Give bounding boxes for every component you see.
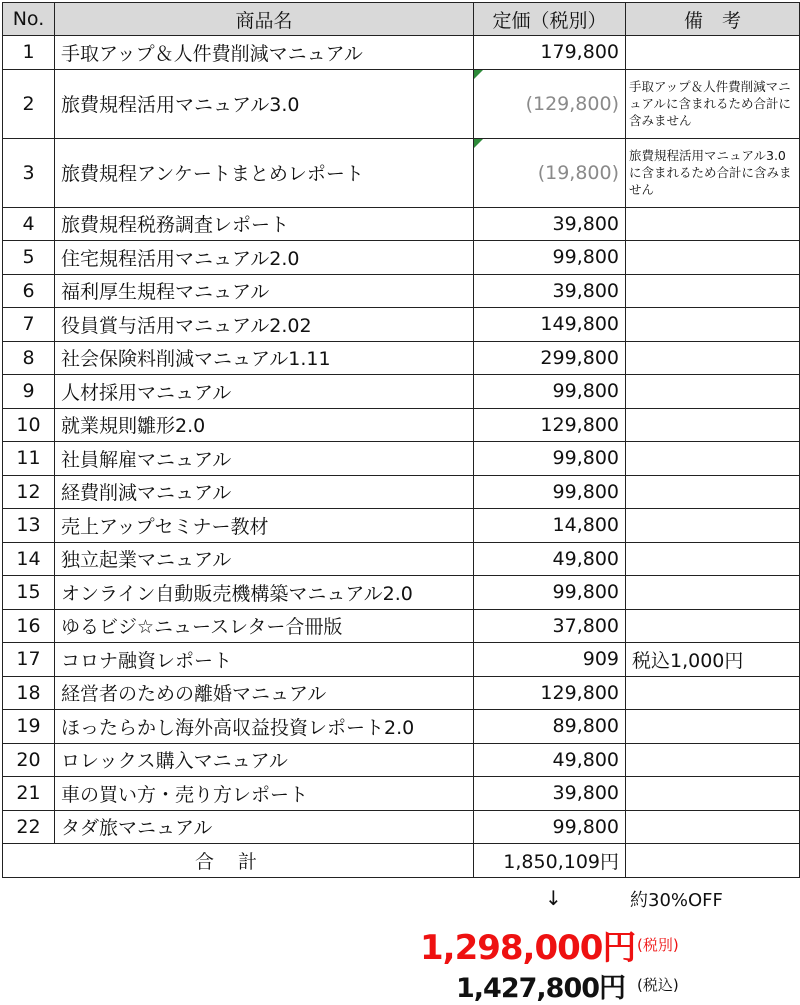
total-row [3, 844, 800, 878]
table-row [3, 138, 800, 207]
table-row [3, 375, 800, 409]
table-row [3, 777, 800, 811]
tax-included-label: (税込) [637, 976, 679, 994]
tax-excluded-label: (税別) [637, 936, 679, 954]
table-header-row [3, 3, 800, 36]
table-row [3, 509, 800, 543]
table-row [3, 408, 800, 442]
table-body [3, 36, 800, 844]
product-name: 売上アップセミナー教材 [55, 509, 474, 543]
table-row [3, 207, 800, 241]
remarks [626, 308, 800, 342]
remarks: 手取アップ＆人件費削減マニュアルに含まれるため合計に含みません [626, 69, 800, 138]
row-number: 6 [3, 274, 55, 308]
remarks [626, 408, 800, 442]
product-name: 経営者のための離婚マニュアル [55, 676, 474, 710]
remarks [626, 341, 800, 375]
remarks [626, 442, 800, 476]
table-row [3, 69, 800, 138]
row-number: 2 [3, 69, 55, 138]
list-price: (19,800) [474, 138, 626, 207]
list-price: 299,800 [474, 341, 626, 375]
table-row [3, 36, 800, 70]
row-number: 21 [3, 777, 55, 811]
remarks [626, 576, 800, 610]
product-name: 社員解雇マニュアル [55, 442, 474, 476]
list-price: 49,800 [474, 743, 626, 777]
row-number: 11 [3, 442, 55, 476]
list-price: 99,800 [474, 475, 626, 509]
list-price: 179,800 [474, 36, 626, 70]
row-number: 12 [3, 475, 55, 509]
table-row [3, 475, 800, 509]
table-row [3, 576, 800, 610]
table-row [3, 274, 800, 308]
list-price: 39,800 [474, 207, 626, 241]
down-arrow-icon: ↓ [545, 886, 562, 910]
product-name: ほったらかし海外高収益投資レポート2.0 [55, 710, 474, 744]
product-name: 旅費規程活用マニュアル3.0 [55, 69, 474, 138]
row-number: 7 [3, 308, 55, 342]
row-number: 15 [3, 576, 55, 610]
row-number: 5 [3, 241, 55, 275]
remarks: 旅費規程活用マニュアル3.0に含まれるため合計に含みません [626, 138, 800, 207]
row-number: 9 [3, 375, 55, 409]
total-value: 1,850,109円 [474, 844, 626, 878]
total-note-cell [626, 844, 800, 878]
row-number: 4 [3, 207, 55, 241]
header-no: No. [3, 3, 55, 36]
remarks [626, 509, 800, 543]
remarks [626, 710, 800, 744]
list-price: 89,800 [474, 710, 626, 744]
list-price: 149,800 [474, 308, 626, 342]
row-number: 14 [3, 542, 55, 576]
table-row [3, 308, 800, 342]
list-price: 37,800 [474, 609, 626, 643]
product-name: オンライン自動販売機構築マニュアル2.0 [55, 576, 474, 610]
row-number: 19 [3, 710, 55, 744]
header-product-name: 商品名 [55, 3, 474, 36]
table-row [3, 241, 800, 275]
product-name: コロナ融資レポート [55, 643, 474, 677]
row-number: 13 [3, 509, 55, 543]
table-row [3, 810, 800, 844]
row-number: 1 [3, 36, 55, 70]
product-name: 人材採用マニュアル [55, 375, 474, 409]
product-price-table [2, 2, 800, 878]
remarks [626, 375, 800, 409]
product-name: 住宅規程活用マニュアル2.0 [55, 241, 474, 275]
product-name: タダ旅マニュアル [55, 810, 474, 844]
header-list-price: 定価（税別） [474, 3, 626, 36]
total-label: 合計 [3, 844, 474, 878]
table-row [3, 442, 800, 476]
list-price: 99,800 [474, 442, 626, 476]
product-name: 役員賞与活用マニュアル2.02 [55, 308, 474, 342]
offer-price-including-tax: 1,427,800円 [456, 973, 626, 1004]
table-row [3, 643, 800, 677]
remarks [626, 777, 800, 811]
table-row [3, 609, 800, 643]
product-name: 福利厚生規程マニュアル [55, 274, 474, 308]
row-number: 10 [3, 408, 55, 442]
remarks [626, 274, 800, 308]
product-name: 独立起業マニュアル [55, 542, 474, 576]
remarks [626, 676, 800, 710]
remarks: 税込1,000円 [626, 643, 800, 677]
row-number: 3 [3, 138, 55, 207]
product-name: 手取アップ＆人件費削減マニュアル [55, 36, 474, 70]
list-price: (129,800) [474, 69, 626, 138]
list-price: 909 [474, 643, 626, 677]
row-number: 18 [3, 676, 55, 710]
table-row [3, 676, 800, 710]
offer-price-excluding-tax: 1,298,000円 [420, 928, 636, 968]
product-name: 社会保険料削減マニュアル1.11 [55, 341, 474, 375]
product-name: 車の買い方・売り方レポート [55, 777, 474, 811]
remarks [626, 743, 800, 777]
row-number: 22 [3, 810, 55, 844]
list-price: 99,800 [474, 576, 626, 610]
list-price: 14,800 [474, 509, 626, 543]
table-row [3, 710, 800, 744]
row-number: 16 [3, 609, 55, 643]
remarks [626, 609, 800, 643]
product-name: 経費削減マニュアル [55, 475, 474, 509]
product-name: 旅費規程アンケートまとめレポート [55, 138, 474, 207]
remarks [626, 207, 800, 241]
row-number: 8 [3, 341, 55, 375]
table-row [3, 743, 800, 777]
list-price: 129,800 [474, 408, 626, 442]
remarks [626, 542, 800, 576]
list-price: 39,800 [474, 777, 626, 811]
list-price: 99,800 [474, 375, 626, 409]
header-remarks: 備 考 [626, 3, 800, 36]
product-name: 就業規則雛形2.0 [55, 408, 474, 442]
remarks [626, 810, 800, 844]
discount-text: 約30%OFF [630, 890, 723, 911]
list-price: 99,800 [474, 810, 626, 844]
table-row [3, 341, 800, 375]
product-name: ロレックス購入マニュアル [55, 743, 474, 777]
remarks [626, 241, 800, 275]
row-number: 20 [3, 743, 55, 777]
list-price: 99,800 [474, 241, 626, 275]
list-price: 129,800 [474, 676, 626, 710]
list-price: 39,800 [474, 274, 626, 308]
remarks [626, 36, 800, 70]
list-price: 49,800 [474, 542, 626, 576]
comment-marker-icon [474, 70, 483, 79]
row-number: 17 [3, 643, 55, 677]
table-row [3, 542, 800, 576]
product-name: ゆるビジ☆ニュースレター合冊版 [55, 609, 474, 643]
remarks [626, 475, 800, 509]
comment-marker-icon [474, 139, 483, 148]
product-name: 旅費規程税務調査レポート [55, 207, 474, 241]
